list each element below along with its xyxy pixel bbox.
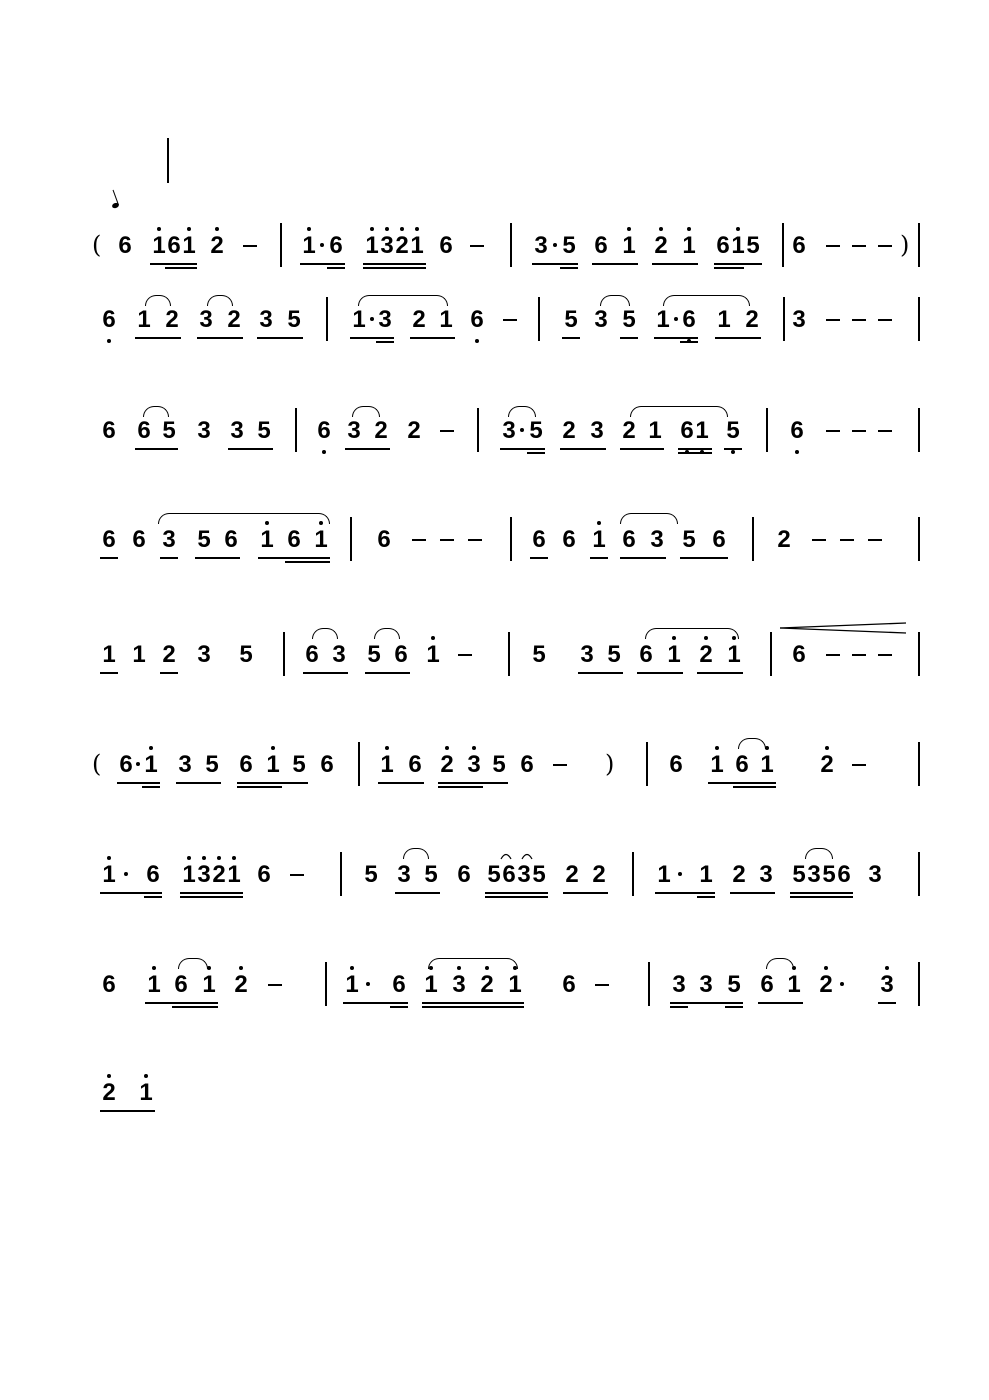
note: 2 [232,972,250,998]
note: 5 [607,641,621,668]
note: 1 [717,306,731,333]
note: 3 [197,417,211,444]
note: 6 [167,232,181,259]
note: 5 [197,526,211,553]
note: 1 [180,862,198,888]
note: 5 [292,751,306,778]
note: 2 [393,233,411,259]
note: 6 [315,418,333,444]
note: 1 [758,752,776,778]
note: 2 [732,861,746,888]
note: 2 [697,642,715,668]
note: 5 [487,861,501,888]
note: 1 [100,862,118,888]
note: 5 [364,861,378,888]
note: 1 [180,233,198,259]
note: 6 [329,232,343,259]
note: 5 [622,306,636,333]
note: 1 [422,972,440,998]
note: 6 [102,417,116,444]
note: 1 [620,233,638,259]
note: 6 [532,526,546,553]
note: 6 [760,971,774,998]
note: 3 [534,232,548,259]
note: 6 [639,641,653,668]
note: 6 [287,526,301,553]
note: 6 [669,751,683,778]
note: 3 [699,971,713,998]
note: 3 [650,526,664,553]
note: 6 [712,526,726,553]
note: 5 [239,641,253,668]
note: 3 [178,751,192,778]
note: 6 [792,232,806,259]
note: 6 [102,971,116,998]
tempo-marking [112,196,129,212]
note: 6 [118,232,132,259]
note: 5 [562,232,576,259]
note: 2 [165,306,179,333]
note: 1 [200,972,218,998]
note: 3 [878,972,896,998]
note: 6 [502,861,516,888]
note: 6 [680,307,698,333]
note: 3 [580,641,594,668]
note: 2 [817,972,835,998]
note: 2 [438,752,456,778]
note: 2 [652,233,670,259]
note: 1 [439,306,453,333]
hairpin-decrescendo [780,622,910,636]
note: 1 [725,642,743,668]
note: 5 [564,306,578,333]
note: 2 [565,861,579,888]
note: 2 [407,417,421,444]
time-sig-divider [167,138,169,183]
note: 1 [656,306,670,333]
note: 1 [785,972,803,998]
note: 6 [520,751,534,778]
note: 5 [532,861,546,888]
note: 6 [239,751,253,778]
note: 3 [162,526,176,553]
note: 1 [264,752,282,778]
close-paren: ) [900,231,910,259]
note: 1 [506,972,524,998]
note: 1 [132,641,146,668]
note: 3 [332,641,346,668]
note: 6 [305,641,319,668]
note: 6 [788,418,806,444]
close-paren: ) [605,750,615,778]
note: 5 [746,232,760,259]
note: 2 [100,1080,118,1106]
open-paren: ( [92,231,102,259]
note: 1 [343,972,361,998]
note: 1 [145,972,163,998]
note: 1 [142,752,160,778]
note: 2 [478,972,496,998]
note: 5 [532,641,546,668]
note: 6 [257,861,271,888]
note: 6 [594,232,608,259]
note: 3 [868,861,882,888]
note: 6 [562,526,576,553]
note: 1 [258,527,276,553]
note: 2 [162,641,176,668]
note: 1 [408,233,426,259]
note: 5 [822,861,836,888]
note: 2 [227,306,241,333]
note: 5 [162,417,176,444]
note: 2 [208,233,226,259]
note: 2 [818,752,836,778]
note: 5 [792,861,806,888]
note: 1 [657,861,671,888]
note: 6 [439,232,453,259]
note: 1 [137,306,151,333]
note: 6 [735,751,749,778]
quarter-note-icon [111,202,119,209]
note: 6 [678,418,696,444]
note: 3 [517,861,531,888]
note: 5 [682,526,696,553]
note: 1 [363,233,381,259]
note: 3 [199,306,213,333]
note: 1 [729,233,747,259]
note: 3 [759,861,773,888]
note: 5 [724,418,742,444]
note: 2 [374,417,388,444]
note: 1 [699,861,713,888]
note: 1 [693,418,711,444]
note: 3 [465,752,483,778]
note: 1 [150,233,168,259]
note: 1 [378,752,396,778]
note: 3 [259,306,273,333]
note: 6 [132,526,146,553]
note: 2 [562,417,576,444]
note: 6 [377,526,391,553]
note: 6 [408,751,422,778]
note: 5 [287,306,301,333]
note: 3 [378,233,396,259]
note: 3 [195,862,213,888]
note: 3 [450,972,468,998]
note: 6 [102,526,116,553]
note: 5 [205,751,219,778]
note: 5 [424,861,438,888]
note: 3 [197,641,211,668]
note: 6 [837,861,851,888]
note: 1 [300,233,318,259]
note: 3 [230,417,244,444]
note: 1 [648,417,662,444]
note: 3 [594,306,608,333]
note: 2 [777,526,791,553]
note: 1 [708,752,726,778]
note: 6 [716,232,730,259]
note: 6 [320,751,334,778]
note: 6 [392,971,406,998]
note: 2 [745,306,759,333]
note: 3 [378,306,392,333]
note: 5 [257,417,271,444]
note: 1 [590,527,608,553]
note: 1 [225,862,243,888]
note: 1 [137,1080,155,1106]
note: 3 [807,861,821,888]
note: 3 [590,417,604,444]
note: 6 [119,751,133,778]
note: 3 [502,417,516,444]
note: 2 [622,417,636,444]
note: 5 [727,971,741,998]
note: 6 [457,861,471,888]
note: 2 [412,306,426,333]
open-paren: ( [92,750,102,778]
note: 6 [562,971,576,998]
note: 6 [100,307,118,333]
note: 5 [492,751,506,778]
note: 6 [622,526,636,553]
note: 1 [424,642,442,668]
note: 3 [347,417,361,444]
note: 2 [210,862,228,888]
note: 6 [224,526,238,553]
note: 1 [312,527,330,553]
note: 1 [352,306,366,333]
note: 3 [672,971,686,998]
note: 6 [174,971,188,998]
note: 1 [102,641,116,668]
note: 5 [529,417,543,444]
note: 6 [137,417,151,444]
note: 6 [792,641,806,668]
note: 6 [146,861,160,888]
note: 2 [592,861,606,888]
slur-marks [500,850,540,860]
note: 3 [397,861,411,888]
note: 1 [665,642,683,668]
note: 5 [367,641,381,668]
note: 3 [792,306,806,333]
note: 1 [680,233,698,259]
note: 6 [468,307,486,333]
note: 6 [394,641,408,668]
